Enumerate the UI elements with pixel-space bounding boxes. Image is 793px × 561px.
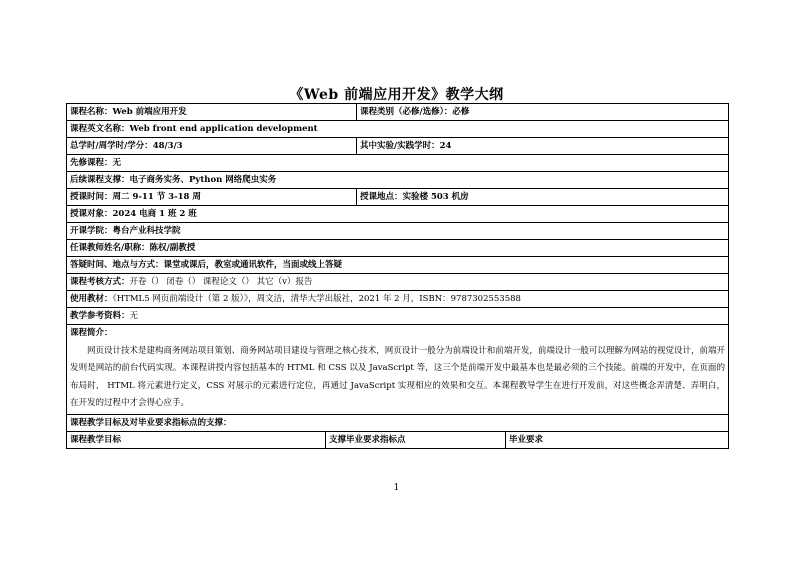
- course-type-label: 课程类别（必修/选修）：: [360, 107, 453, 117]
- syllabus-table: [66, 103, 729, 449]
- prereq-label: 先修课程：: [70, 158, 113, 168]
- row-course-name: [67, 104, 729, 121]
- row-english-name: [67, 121, 729, 138]
- college-value: 粤台产业科技学院: [112, 226, 181, 236]
- intro-label: 课程简介：: [70, 328, 113, 338]
- page-number: 1: [393, 483, 400, 493]
- time-value: 周二 9-11 节 3-18 周: [112, 192, 201, 202]
- prereq-value: 无: [112, 158, 122, 168]
- qa-label: 答疑时间、地点与方式：: [70, 260, 164, 270]
- goals-col-indicator: 支撑毕业要求指标点: [329, 434, 406, 445]
- row-hours: [67, 138, 729, 155]
- intro-body: 网页设计技术是建构商务网站项目策划、商务网站项目建设与管理之核心技术，网页设计一般分为前端设计和前端开发，前端设计一般可以理解为网站的视觉设计，前端开发则是网站的前台代码实现。本课程讲授内容包括基本的 HTML 和 CSS 以及 JavaScript 等，这三个是前端开发中最基本也是最必须的三个技能。前端的开发中，在页面的布局时， HTML 将元素进行定义，CSS 对展示的元素进行定位，再通过 JavaScript 实现相应的效果和交互。本课程教导学生在进行开发前，对这些概念弄清楚、弄明白，在开发的过程中才会得心应手。: [70, 345, 725, 408]
- row-goals-columns: [67, 431, 729, 448]
- followup-value: 电子商务实务、Python 网络爬虫实务: [129, 175, 277, 185]
- place-value: 实验楼 503 机房: [402, 192, 469, 202]
- row-intro: [67, 325, 729, 415]
- course-type-value: 必修: [452, 107, 470, 117]
- row-goals-header: [67, 414, 729, 431]
- hours-value: 48/3/3: [152, 141, 183, 151]
- lab-hours-value: 24: [439, 141, 452, 151]
- teacher-label: 任课教师姓名/职称：: [70, 243, 150, 253]
- audience-value: 2024 电商 1 班 2 班: [112, 209, 197, 219]
- exam-value: 开卷（） 闭卷（） 课程论文（） 其它（v）报告: [129, 277, 313, 287]
- lab-hours-label: 其中实验/实践学时：: [360, 141, 440, 151]
- english-name-value: Web front end application development: [129, 124, 318, 134]
- row-exam: [67, 274, 729, 291]
- college-label: 开课学院：: [70, 226, 113, 236]
- row-audience: [67, 206, 729, 223]
- course-name-value: Web 前端应用开发: [112, 107, 187, 117]
- row-prereq: [67, 155, 729, 172]
- goals-header: 课程教学目标及对毕业要求指标点的支撑：: [70, 417, 232, 428]
- row-textbook: [67, 291, 729, 308]
- exam-label: 课程考核方式：: [70, 277, 130, 287]
- textbook-value: 《HTML5 网页前端设计（第 2 版）》，周文洁，清华大学出版社，2021 年 2 月，ISBN：9787302553588: [112, 294, 521, 304]
- row-teacher: [67, 240, 729, 257]
- references-value: 无: [129, 311, 139, 321]
- goals-col-objective: 课程教学目标: [70, 434, 122, 445]
- row-references: [67, 308, 729, 325]
- time-label: 授课时间：: [70, 192, 113, 202]
- row-time-place: [67, 189, 729, 206]
- row-college: [67, 223, 729, 240]
- references-label: 教学参考资料：: [70, 311, 130, 321]
- followup-label: 后续课程支撑：: [70, 175, 130, 185]
- qa-value: 课堂或课后，教室或通讯软件，当面或线上答疑: [163, 260, 343, 270]
- audience-label: 授课对象：: [70, 209, 113, 219]
- hours-label: 总学时/周学时/学分：: [70, 141, 153, 151]
- row-followup: [67, 172, 729, 189]
- row-qa: [67, 257, 729, 274]
- document-title: 《Web 前端应用开发》教学大纲: [289, 87, 504, 103]
- course-name-label: 课程名称：: [70, 107, 113, 117]
- textbook-label: 使用教材：: [70, 294, 113, 304]
- goals-col-requirement: 毕业要求: [509, 434, 544, 445]
- teacher-value: 陈权/副教授: [149, 243, 196, 253]
- english-name-label: 课程英文名称：: [70, 124, 130, 134]
- place-label: 授课地点：: [360, 192, 403, 202]
